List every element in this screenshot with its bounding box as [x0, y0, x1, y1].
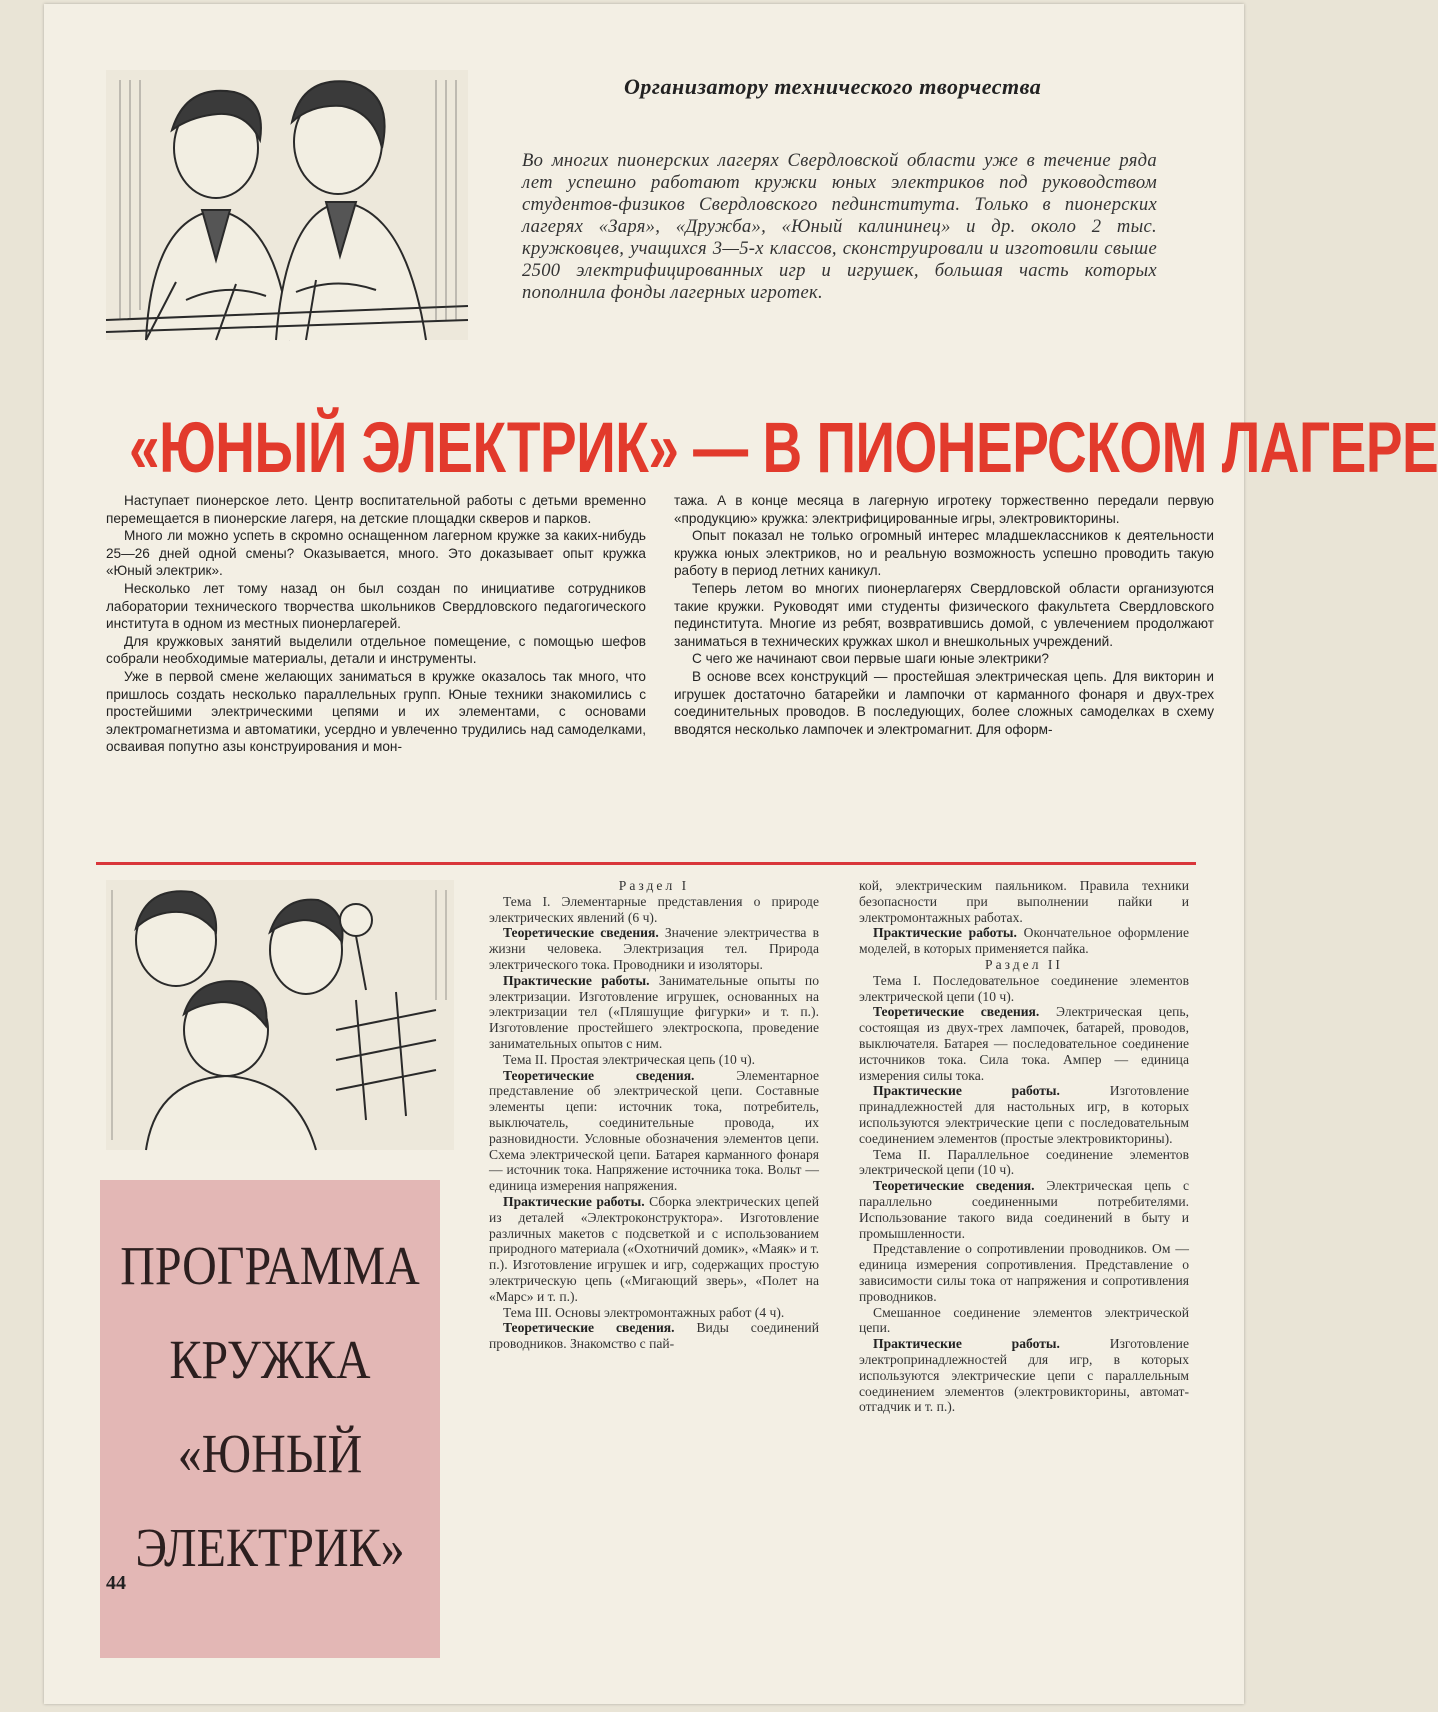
practice-paragraph — [489, 973, 819, 1052]
article-column-right — [674, 492, 1214, 738]
practice-text: Изготовление принадлежностей для настольных игр, в которых используются электрические цепи с последовательным соединением элементов (простые электровикторины). — [859, 1083, 1189, 1146]
section-heading: Раздел II — [985, 956, 1063, 972]
topic-paragraph — [489, 1052, 819, 1068]
topic-paragraph — [489, 894, 819, 926]
practice-label: Практические работы. — [873, 925, 1017, 941]
topic-label: Тема I. — [873, 972, 922, 988]
article-column-left — [106, 492, 646, 756]
article-paragraph: тажа. А в конце месяца в лагерную игротеку торжественно передали первую «продукцию» кружка: электрифицированные игры, электровикторины. — [674, 493, 1214, 526]
continued-paragraph: кой, электрическим паяльником. Правила техники безопасности при выполнении пайки и электромонтажных работах. — [859, 878, 1189, 925]
topic-label: Тема II. — [873, 1146, 931, 1162]
page-number: 44 — [106, 1572, 126, 1594]
topic-label: Тема I. — [503, 893, 551, 909]
article-paragraph: В основе всех конструкций — простейшая электрическая цепь. Для викторин и игрушек достаточно батарейки и лампочки от карманного фонаря и двух-трех соединительных проводов. В последующих, более сложных самоделках в схему вводятся несколько лампочек и электромагнит. Для оформ- — [674, 668, 1214, 737]
theory-paragraph — [859, 1004, 1189, 1083]
program-title-line: ПРОГРАММА — [120, 1235, 420, 1297]
magazine-page — [44, 4, 1438, 1704]
program-column-right — [859, 878, 1189, 1415]
theory-label: Теоретические сведения. — [503, 1320, 675, 1336]
practice-label: Практические работы. — [503, 1193, 645, 1209]
theory-text: Виды соединений проводников. Знакомство с пай- — [489, 1320, 819, 1352]
lead-paragraph: Во многих пионерских лагерях Свердловской области уже в течение ряда лет успешно работают кружки юных электриков под руководством студентов-физиков Свердловского пединститута. Только в пионерских лагерях «Заря», «Дружба», «Юный калининец» и др. около 2 тыс. кружковцев, учащихся 3—5-х классов, сконструировали и изготовили свыше 2500 электрифицированных игр и игрушек, большая часть которых пополнила фонды лагерных игротек. — [522, 150, 1157, 303]
practice-paragraph — [859, 925, 1189, 957]
topic-label: Тема II. — [503, 1051, 548, 1067]
article-headline: «ЮНЫЙ ЭЛЕКТРИК» — В ПИОНЕРСКОМ ЛАГЕРЕ — [129, 406, 1438, 488]
practice-paragraph — [859, 1336, 1189, 1415]
program-title-box — [100, 1180, 440, 1658]
practice-text: Сборка электрических цепей из деталей «Электроконструктора». Изготовление различных макетов с подсветкой и с использованием природного материала («Охотничий домик», «Маяк» и т. п.). Изготовление игрушек и игр, содержащих простую электрическую цепь («Мигающий зверь», «Полет на «Марс» и т. п.). — [489, 1193, 819, 1304]
theory-label: Теоретические сведения. — [503, 1067, 695, 1083]
practice-label: Практические работы. — [873, 1336, 1060, 1352]
practice-label: Практические работы. — [503, 972, 650, 988]
topic-text: Параллельное соединение элементов электрической цепи (10 ч). — [859, 1146, 1189, 1178]
theory-label: Теоретические сведения. — [503, 925, 659, 941]
program-title-line: ЭЛЕКТРИК» — [135, 1517, 405, 1579]
topic-paragraph — [859, 1147, 1189, 1179]
red-divider-line — [96, 862, 1196, 865]
article-paragraph: Уже в первой смене желающих заниматься в кружке оказалось так много, что пришлось создать несколько параллельных групп. Юные техники знакомились с простейшими электрическими цепями и их элементами, с основами электромагнетизма и автоматики, усердно и увлеченно трудились над самоделками, осваивая попутно азы конструирования и мон- — [106, 668, 646, 755]
pioneers-drawing — [106, 70, 468, 340]
theory-paragraph — [489, 1320, 819, 1352]
theory-label: Теоретические сведения. — [873, 1178, 1035, 1194]
practice-text: Окончательное оформление моделей, в которых применяется пайка. — [859, 925, 1189, 957]
workshop-drawing — [106, 880, 454, 1150]
topic-paragraph — [489, 1305, 819, 1321]
theory-paragraph — [859, 1178, 1189, 1241]
article-paragraph: С чего же начинают свои первые шаги юные электрики? — [692, 651, 1049, 667]
body-paragraph: Представление о сопротивлении проводников. Ом — единица измерения сопротивления. Представление о зависимости силы тока от напряжения и сопротивления проводников. — [859, 1241, 1189, 1304]
theory-label: Теоретические сведения. — [873, 1004, 1040, 1020]
practice-label: Практические работы. — [873, 1083, 1060, 1099]
article-paragraph: Наступает пионерское лето. Центр воспитательной работы с детьми временно перемещается в пионерские лагеря, на детские площадки скверов и парков. — [106, 493, 646, 526]
practice-text: Изготовление электропринадлежностей для игр, в которых используются электрические цепи с параллельным соединением элементов (электровикторины, автомат-отгадчик и т. п.). — [859, 1336, 1189, 1415]
practice-text: Занимательные опыты по электризации. Изготовление игрушек, основанных на электризации тел («Пляшущие фигурки» и т. п.). Изготовление простейшего электроскопа, проведение занимательных опытов с ним. — [489, 972, 819, 1051]
practice-paragraph — [489, 1194, 819, 1305]
practice-paragraph — [859, 1083, 1189, 1146]
theory-paragraph — [489, 925, 819, 972]
section-heading: Раздел I — [618, 878, 690, 893]
topic-text: Последовательное соединение элементов электрической цепи (10 ч). — [859, 972, 1189, 1004]
article-paragraph: Опыт показал не только огромный интерес младшеклассников к деятельности кружка юных электриков, но и реальную возможность успешно проводить такую работу в период летних каникул. — [674, 528, 1214, 579]
program-title-line: «ЮНЫЙ — [177, 1423, 363, 1485]
program-column-left — [489, 878, 819, 1352]
illustration-pioneers-at-work — [106, 880, 454, 1150]
program-title — [100, 1220, 440, 1596]
program-title-line: КРУЖКА — [169, 1329, 371, 1391]
illustration-two-pioneers — [106, 70, 468, 340]
theory-text: Электрическая цепь с параллельно соединенными потребителями. Использование такого вида соединений в быту и промышленности. — [859, 1178, 1190, 1241]
article-paragraph: Несколько лет тому назад он был создан по инициативе сотрудников лаборатории технического творчества школьников Свердловского педагогического института в одном из местных пионерлагерей. — [106, 580, 646, 632]
topic-paragraph — [859, 973, 1189, 1005]
article-paragraph: Теперь летом во многих пионерлагерях Свердловской области организуются такие кружки. Руководят ими студенты физического факультета Свердловского пединститута. Многие из ребят, возвратившись домой, с увлечением продолжают заниматься в технических кружках школ и внешкольных учреждений. — [674, 580, 1214, 649]
theory-text: Элементарное представление об электрической цепи. Составные элементы цепи: источник тока, потребитель, выключатель, соединительные провода, их разновидности. Условные обозначения элементов цепи. Схема электрической цепи. Батарея карманного фонаря — источник тока. Напряжение источника тока. Вольт — единица измерения напряжения. — [489, 1067, 819, 1194]
topic-label: Тема III. — [503, 1304, 552, 1320]
topic-text: Элементарные представления о природе электрических явлений (6 ч). — [489, 893, 819, 925]
theory-text: Значение электричества в жизни человека. Электризация тел. Природа электрического тока. Проводники и изоляторы. — [489, 925, 819, 972]
theory-text: Электрическая цепь, состоящая из двух-трех лампочек, батарей, проводов, выключателя. Батарея — последовательное соединение источников тока. Сила тока. Ампер — единица измерения силы тока. — [859, 1004, 1189, 1083]
article-paragraph: Много ли можно успеть в скромно оснащенном лагерном кружке за каких-нибудь 25—26 дней одной смены? Оказывается, много. Это доказывает опыт кружка «Юный электрик». — [106, 528, 646, 579]
theory-paragraph — [489, 1068, 819, 1194]
topic-text: Основы электромонтажных работ (4 ч). — [551, 1304, 785, 1320]
section-rubric: Организатору технического творчества — [624, 74, 1042, 99]
article-paragraph: Для кружковых занятий выделили отдельное помещение, с помощью шефов собрали необходимые материалы, детали и инструменты. — [106, 633, 646, 667]
topic-text: Простая электрическая цепь (10 ч). — [547, 1051, 755, 1067]
body-paragraph: Смешанное соединение элементов электрической цепи. — [859, 1304, 1189, 1336]
